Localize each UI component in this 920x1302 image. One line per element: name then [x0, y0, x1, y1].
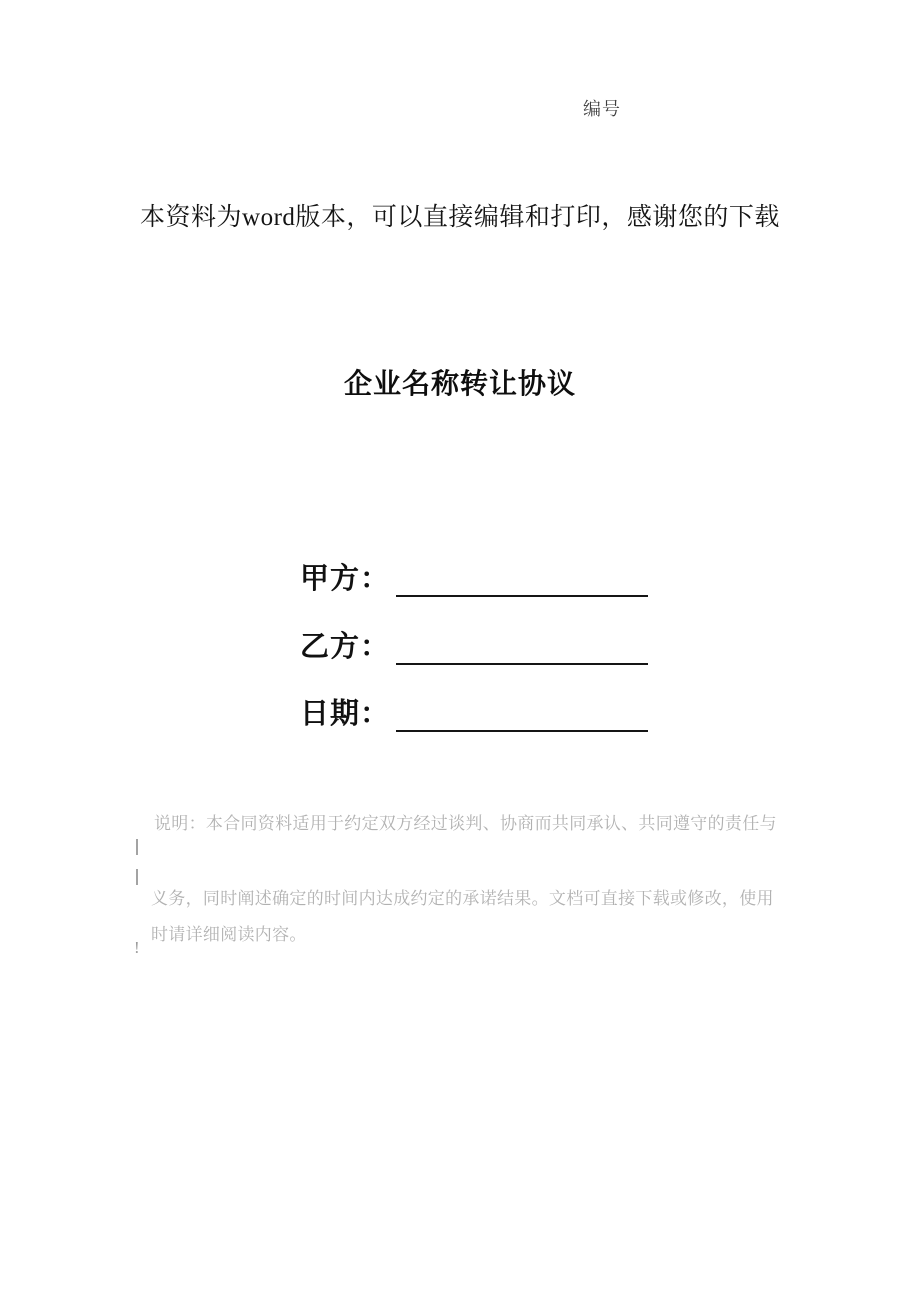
- party-a-label: 甲方：: [300, 563, 391, 595]
- download-note-text: 本资料为word版本，可以直接编辑和打印，感谢您的下载: [140, 204, 780, 231]
- description-line-1: 说明：本合同资料适用于约定双方经过谈判、协商而共同承认、共同遵守的责任与: [154, 814, 777, 833]
- doc-number-label: 编号: [583, 99, 621, 119]
- party-b-row: [300, 630, 648, 665]
- date-row: [300, 697, 648, 732]
- revision-mark-bar: [136, 839, 138, 855]
- document-title: 企业名称转让协议: [343, 369, 576, 400]
- party-b-blank-line[interactable]: [396, 630, 648, 665]
- party-b-label: 乙方：: [300, 631, 391, 663]
- revision-exclamation-mark: !: [134, 938, 140, 957]
- party-a-row: [300, 562, 648, 597]
- party-a-blank-line[interactable]: [396, 562, 648, 597]
- description-line-3: 时请详细阅读内容。: [151, 925, 307, 944]
- description-line-2: 义务，同时阐述确定的时间内达成约定的承诺结果。文档可直接下载或修改，使用: [151, 889, 774, 908]
- revision-mark-bar: [136, 869, 138, 885]
- date-blank-line[interactable]: [396, 697, 648, 732]
- date-label: 日期：: [300, 698, 391, 730]
